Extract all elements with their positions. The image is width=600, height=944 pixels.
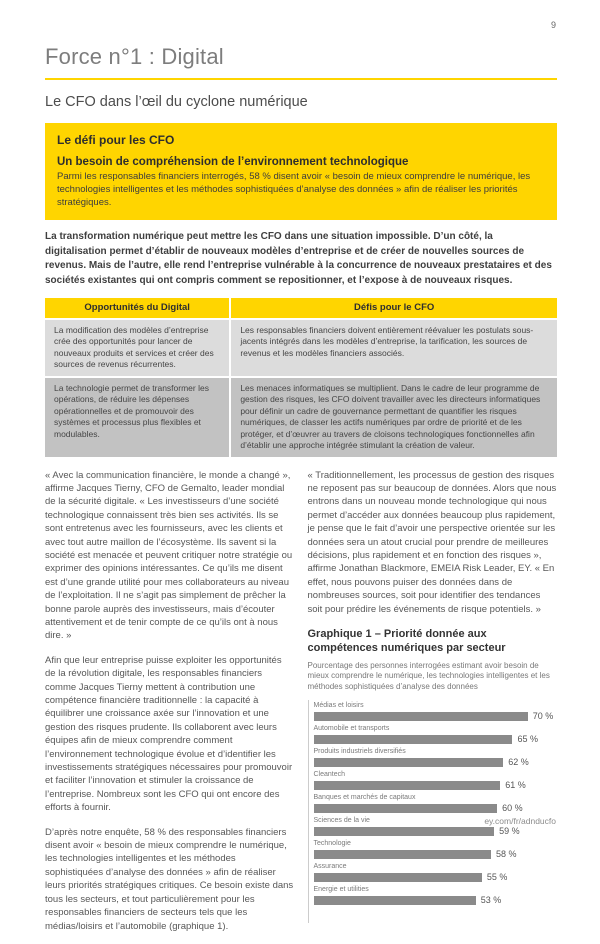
bar-line <box>314 895 558 905</box>
title-accent-rule <box>45 78 557 80</box>
chart-row <box>314 886 558 905</box>
page-title: Force n°1 : Digital <box>45 44 224 69</box>
chart-row <box>314 840 558 859</box>
table-cell: Les menaces informatiques se multiplient. Dans le cadre de leur programme de gestion des risques, les CFO doivent travailler avec les directeurs informatiques pour définir un cadre de gouvernance permettant de quantifier les risques numériques, de classer les actifs numériques par ordre de priorité et de les protéger, et d’œuvrer au travers de cloisons technologiques fonctionnelles afin d’établir une approche intégrée stimulant la création de valeur. <box>231 378 557 457</box>
bar <box>314 873 482 882</box>
bar <box>314 712 528 721</box>
callout-title: Le défi pour les CFO <box>57 133 175 147</box>
bar-value-label: 55 % <box>486 872 508 883</box>
bar <box>314 827 495 836</box>
bar-line <box>314 780 558 790</box>
bar-category-label: Cleantech <box>313 771 346 779</box>
challenge-callout-box <box>45 123 557 220</box>
chart-title: Graphique 1 – Priorité donnée aux compétences numériques par secteur <box>307 627 506 654</box>
bar-category-label: Sciences de la vie <box>313 817 370 825</box>
bar-category-label: Energie et utilities <box>313 886 369 894</box>
table-header-challenges: Défis pour le CFO <box>231 298 557 318</box>
bar-category-label: Médias et loisirs <box>313 702 364 710</box>
intro-paragraph: La transformation numérique peut mettre les CFO dans une situation impossible. D’un côté, la digitalisation permet d’établir de nouveaux modèles d’entreprise et de créer de nouvelles sources de revenus. Mais de l’autre, elle rend l’entreprise vulnérable à la concurrence de nouveaux prestataires et des sociétés existantes qui ont compris comment se repositionner, et l’expose à de nouveaux risques. <box>45 231 552 286</box>
bar <box>314 896 476 905</box>
callout-heading: Un besoin de compréhension de l’environnement technologique <box>57 156 409 168</box>
chart-row <box>314 702 558 721</box>
body-paragraph: Afin que leur entreprise puisse exploiter les opportunités de la révolution digitale, les responsables financiers comme Jacques Tierny mettent à contribution une compétence financière traditionnelle : la capacité à équilibrer une croissance axée sur l’innovation et une gestion des risques prudente. Ils collaborent avec leurs équipes afin de mieux comprendre comment l’environnement technologique évolue et d’identifier les investissements stratégiques nécessaires pour promouvoir et faciliter l’innovation et stimuler la croissance de l’entreprise. Nombreux sont les CFO qui ont encore des efforts à fournir. <box>45 654 293 814</box>
bar-value-label: 59 % <box>499 826 520 837</box>
bar-value-label: 65 % <box>517 734 538 745</box>
table-cell: La technologie permet de transformer les opérations, de réduire les dépenses opérationnelles et de promouvoir des systèmes et processus plus flexibles et modulables. <box>45 378 229 457</box>
bar <box>314 804 498 813</box>
bar-line <box>314 734 558 744</box>
bar-value-label: 62 % <box>508 757 529 768</box>
bar-value-label: 61 % <box>505 780 526 791</box>
body-columns <box>45 469 557 944</box>
page-number: 9 <box>550 20 556 30</box>
bar-line <box>314 757 558 767</box>
body-paragraph: « Traditionnellement, les processus de gestion des risques ne reposent pas sur beaucoup de données. Alors que nous entrons dans un nouveau monde technologique qui nous permet d’accéder aux données beaucoup plus rapidement, je pense que le fait d’avoir une perspective orientée sur les données sera un atout crucial pour prendre de meilleures décisions, plus rapidement et en fonction des risques », affirme Jonathan Blackmore, EMEIA Risk Leader, EY. « En effet, nous pouvons puiser des données dans de nombreuses sources, soit pour identifier des tendances soit pour prédire les événements de risque potentiels. » <box>307 469 557 615</box>
chart-row <box>314 725 558 744</box>
bar-value-label: 58 % <box>496 849 517 860</box>
bar-line <box>314 711 558 721</box>
bar-line <box>314 803 558 813</box>
opportunities-challenges-table <box>45 298 557 457</box>
bar-category-label: Automobile et transports <box>313 725 390 733</box>
bar-category-label: Produits industriels diversifiés <box>313 748 406 756</box>
bar-value-label: 53 % <box>480 895 502 906</box>
right-column <box>308 469 558 944</box>
table-cell: Les responsables financiers doivent entièrement réévaluer les postulats sous-jacents intégrés dans les modèles d’entreprise, la tarification, les sources de revenus et les modèles financiers associés. <box>231 320 557 376</box>
body-paragraph: D’après notre enquête, 58 % des responsables financiers disent avoir « besoin de mieux comprendre le numérique, les technologies intelligentes et les méthodes sophistiquées d’analyse des données » afin de réaliser leurs priorités stratégiques critiques. Ce besoin existe dans tous les secteurs, et tout particulièrement pour les responsables financiers de secteurs tels que les médias/loisirs et l’automobile (graphique 1). <box>45 826 294 932</box>
bar-value-label: 70 % <box>532 711 554 722</box>
bar-line <box>314 872 558 882</box>
callout-body: Parmi les responsables financiers interrogés, 58 % disent avoir « besoin de mieux comprendre le numérique, les technologies intelligentes et les méthodes sophistiquées d’analyse des données » afin de réaliser les priorités stratégiques. <box>57 171 531 208</box>
table-cell: La modification des modèles d’entreprise crée des opportunités pour lancer de nouveaux produits et services et créer des sources de revenus récurrentes. <box>45 320 229 376</box>
chart-subtitle: Pourcentage des personnes interrogées estimant avoir besoin de mieux comprendre le numérique, les technologies intelligentes et les méthodes sophistiquées d’analyse des données <box>307 660 550 691</box>
body-paragraph: « Avec la communication financière, le monde a changé », affirme Jacques Tierny, CFO de Gemalto, leader mondial de la sécurité digitale. « Les investisseurs d’une société technologique connaissent très bien ses activités. Ils se sont entretenus avec les fournisseurs, avec les clients et avec tout autre maillon de l’écosystème. Ils savent si la société est menacée et peuvent critiquer notre stratégie ou exprimer des opinions intéressantes. Ce qu’ils me disent est d’une grande utilité pour mes collaborateurs au niveau de l’exploitation. Il ne s’agit pas simplement de prêcher la bonne parole auprès des investisseurs, mais d’écouter attentivement et de tenir compte de ce qu’ils ont à nous dire. » <box>45 469 293 642</box>
bar-line <box>314 826 558 836</box>
bar <box>314 850 492 859</box>
bar-category-label: Assurance <box>313 863 347 871</box>
chart-row <box>314 863 558 882</box>
section-heading: Le CFO dans l’œil du cyclone numérique <box>45 94 308 110</box>
bar <box>314 781 501 790</box>
bar-category-label: Banques et marchés de capitaux <box>313 794 416 802</box>
bar-value-label: 60 % <box>502 803 523 814</box>
chart-row <box>314 748 558 767</box>
table-header-opportunities: Opportunités du Digital <box>45 298 229 318</box>
left-column <box>45 469 295 944</box>
bar <box>314 735 513 744</box>
bar <box>314 758 504 767</box>
bar-category-label: Technologie <box>313 840 351 848</box>
chart-row <box>314 771 558 790</box>
bar-line <box>314 849 558 859</box>
footer-url-link[interactable]: ey.com/fr/adnducfo <box>484 816 556 826</box>
chart-row <box>314 794 558 813</box>
sector-bar-chart <box>308 700 558 923</box>
